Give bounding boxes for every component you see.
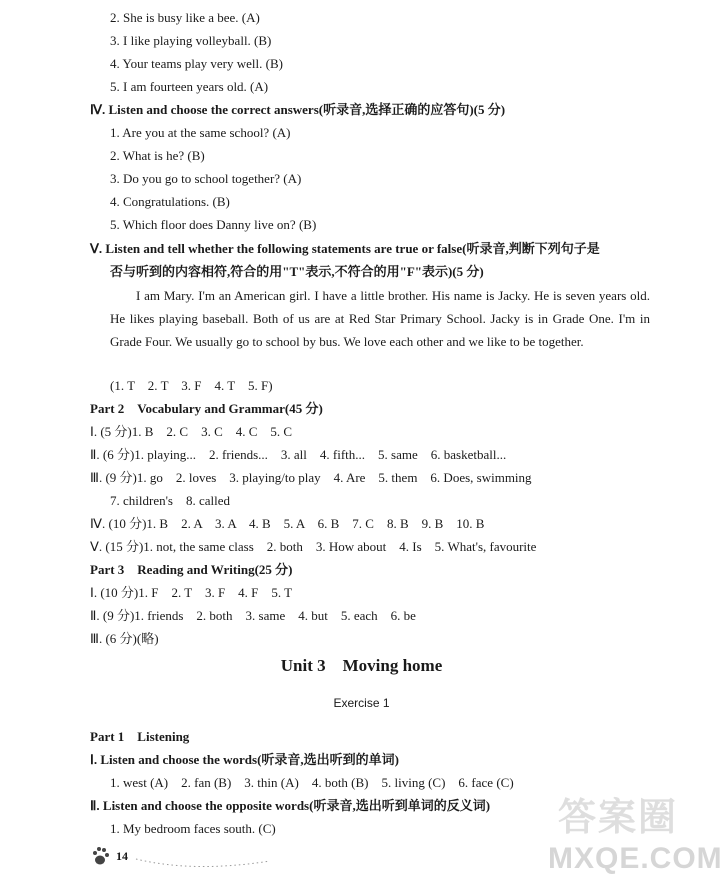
answer-line: Ⅰ. (10 分)1. F 2. T 3. F 4. F 5. T (90, 585, 293, 600)
page-number: 14 (116, 849, 128, 863)
part-heading: Part 3 Reading and Writing(25 分) (90, 562, 293, 577)
answer-line: Ⅰ. (5 分)1. B 2. C 3. C 4. C 5. C (90, 424, 293, 439)
answer-line: 4. Your teams play very well. (B) (110, 56, 283, 71)
answer-line: Ⅴ. (15 分)1. not, the same class 2. both 3. How about 4. Is 5. What's, favourite (90, 539, 537, 554)
part-heading: Part 2 Vocabulary and Grammar(45 分) (90, 401, 323, 416)
listening-passage: I am Mary. I'm an American girl. I have a little brother. His name is Jacky. He is seven years old. He likes playing baseball. Both of us are at Red Star Primary School. Jacky is in Grade One. I'm in Grade Four. We usually go to school by bus. We love each other and we like to be together. (110, 288, 650, 349)
page-footer (92, 843, 192, 869)
answer-line: 3. I like playing volleyball. (B) (110, 33, 272, 48)
watermark (548, 795, 723, 883)
section-heading: Ⅱ. Listen and choose the opposite words(听录音,选出听到单词的反义词) (90, 798, 491, 813)
answer-line: Ⅲ. (6 分)(略) (90, 631, 159, 646)
part-heading: Part 1 Listening (90, 729, 190, 744)
answer-line: Ⅱ. (6 分)1. playing... 2. friends... 3. all 4. fifth... 5. same 6. basketball... (90, 447, 507, 462)
paw-print-icon (92, 843, 118, 869)
decorative-dotted-curve (134, 855, 274, 869)
answer-line: 1. Are you at the same school? (A) (110, 125, 291, 140)
answer-line: 5. Which floor does Danny live on? (B) (110, 217, 317, 232)
watermark-site: MXQE.COM (548, 842, 723, 875)
answer-line: Ⅱ. (9 分)1. friends 2. both 3. same 4. but 5. each 6. be (90, 608, 416, 623)
answer-line: 7. children's 8. called (110, 493, 231, 508)
section-heading: Ⅳ. Listen and choose the correct answers(听录音,选择正确的应答句)(5 分) (90, 102, 506, 117)
answer-line: 2. She is busy like a bee. (A) (110, 10, 260, 25)
answer-line: 3. Do you go to school together? (A) (110, 171, 302, 186)
section-heading: Ⅰ. Listen and choose the words(听录音,选出听到的单词) (90, 752, 399, 767)
answer-line: Ⅲ. (9 分)1. go 2. loves 3. playing/to play 4. Are 5. them 6. Does, swimming (90, 470, 532, 485)
answer-line: 1. west (A) 2. fan (B) 3. thin (A) 4. both (B) 5. living (C) 6. face (C) (110, 775, 514, 790)
answer-line: Ⅳ. (10 分)1. B 2. A 3. A 4. B 5. A 6. B 7. C 8. B 9. B 10. B (90, 516, 485, 531)
section-heading: Ⅴ. Listen and tell whether the following statements are true or false(听录音,判断下列句子是 (90, 241, 600, 256)
section-heading-cont: 否与听到的内容相符,符合的用"T"表示,不符合的用"F"表示)(5 分) (110, 264, 484, 279)
answer-line: (1. T 2. T 3. F 4. T 5. F) (110, 378, 273, 393)
answer-line: 2. What is he? (B) (110, 148, 205, 163)
answer-line: 5. I am fourteen years old. (A) (110, 79, 269, 94)
answer-line: 1. My bedroom faces south. (C) (110, 821, 276, 836)
answer-line: 4. Congratulations. (B) (110, 194, 230, 209)
watermark-logo: 答案圈 (558, 795, 679, 839)
unit-title: Unit 3 Moving home (280, 656, 443, 675)
exercise-title: Exercise 1 (333, 696, 390, 710)
